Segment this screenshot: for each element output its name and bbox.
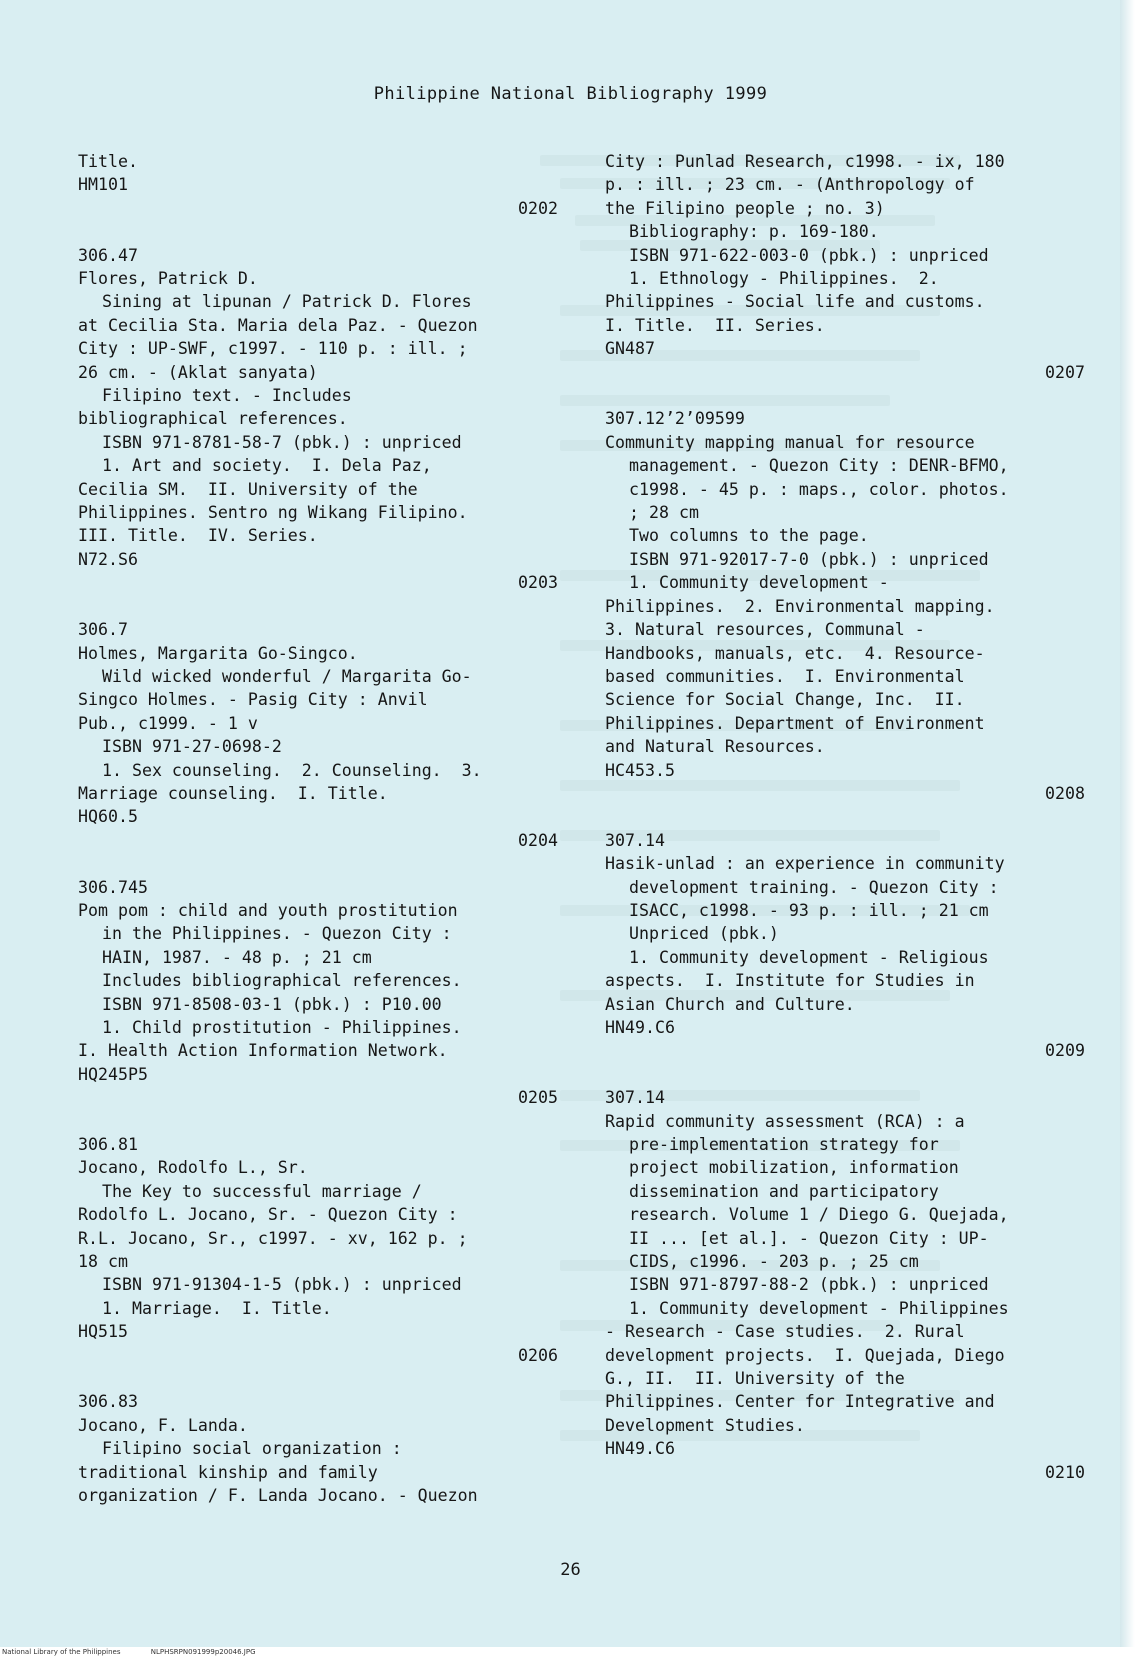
catalog-entry-0207-cont [605,150,1085,384]
library-name: National Library of the Philippines [2,1648,121,1656]
author: Jocano, F. Landa. [78,1415,248,1435]
isbn: ISBN 971-8781-58-7 (pbk.) : unpriced [102,432,462,452]
entry-number: 0210 [1045,1462,1085,1482]
subject-line: Philippines. 2. Environmental mapping. [605,596,995,616]
title-line: Rapid community assessment (RCA) : a [605,1111,965,1131]
title-line: in the Philippines. - Quezon City : [102,924,452,944]
subject-line: 1. Sex counseling. 2. Counseling. 3. [102,760,482,780]
subject-line: Science for Social Change, Inc. II. [605,690,965,710]
subject-line: 1. Community development - [629,573,889,593]
left-column [78,150,558,1507]
running-header: Philippine National Bibliography 1999 [373,84,768,104]
image-filename: NLPHSRPN091999p20046.JPG [150,1648,256,1656]
text-line: Title. [78,152,138,171]
author: Holmes, Margarita Go-Singco. [78,643,358,663]
call-number: HQ515 [78,1322,128,1342]
catalog-entry-0208 [605,407,1085,805]
title-line: City : UP-SWF, c1997. - 110 p. : ill. ; [78,339,468,359]
catalog-entry-0204 [78,618,558,852]
entry-number: 0205 [518,1088,558,1108]
subject-line: 1. Art and society. I. Dela Paz, [102,456,432,476]
title-line: Sining at lipunan / Patrick D. Flores [102,292,472,312]
title-line: traditional kinship and family [78,1462,378,1482]
entry-number: 0207 [1045,362,1085,382]
subject-line: III. Title. IV. Series. [78,526,318,546]
isbn: ISBN 971-92017-7-0 (pbk.) : unpriced [629,549,989,569]
page-edge [1120,0,1141,1658]
subject-line: Marriage counseling. I. Title. [78,783,388,803]
subject-line: I. Title. II. Series. [605,315,825,335]
title-line: at Cecilia Sta. Maria dela Paz. - Quezon [78,315,478,335]
entry-number: 0208 [1045,783,1085,803]
subject-line: Philippines. Center for Integrative and [605,1392,995,1412]
note-line: Includes bibliographical references. [102,971,462,991]
subject-line: Philippines - Social life and customs. [605,292,985,312]
title-line: dissemination and participatory [629,1181,939,1201]
entry-number: 0204 [518,830,558,850]
subject-line: G., II. II. University of the [605,1369,905,1389]
title-line: development training. - Quezon City : [629,877,999,897]
subject-line: aspects. I. Institute for Studies in [605,971,975,991]
entry-number: 0202 [518,198,558,218]
catalog-entry-0203 [78,244,558,595]
catalog-entry-0205 [78,876,558,1110]
subject-line: 1. Marriage. I. Title. [102,1298,332,1318]
class-number: 307.14 [605,1088,665,1108]
isbn: ISBN 971-91304-1-5 (pbk.) : unpriced [102,1275,462,1295]
class-number: 307.14 [605,830,665,850]
right-column [605,150,1085,1484]
entry-number: 0206 [518,1345,558,1365]
call-number: HN49.C6 [605,1018,675,1037]
entry-number: 0209 [1045,1041,1085,1061]
title-line: Singco Holmes. - Pasig City : Anvil [78,690,428,710]
title-line: The Key to successful marriage / [102,1181,422,1201]
call-number: HQ245P5 [78,1064,148,1084]
call-number: HM101 [78,175,128,195]
subject-line: 1. Child prostitution - Philippines. [102,1017,462,1037]
class-number: 306.7 [78,620,128,640]
subject-line: Philippines. Sentro ng Wikang Filipino. [78,503,468,523]
isbn: ISBN 971-27-0698-2 [102,737,282,757]
isbn: ISBN 971-622-003-0 (pbk.) : unpriced [629,245,989,265]
subject-line: 3. Natural resources, Communal - [605,620,925,640]
note-line: Two columns to the page. [629,526,869,546]
title-line: II ... [et al.]. - Quezon City : UP- [629,1228,989,1248]
subject-line: I. Health Action Information Network. [78,1041,448,1061]
title-line: Hasik-unlad : an experience in community [605,854,1005,874]
class-number: 306.745 [78,877,148,897]
subject-line: 1. Community development - Philippines [629,1298,1009,1318]
class-number: 306.47 [78,245,138,265]
scan-footer [0,1647,1141,1658]
title-line: p. : ill. ; 23 cm. - (Anthropology of [605,175,975,195]
subject-line: Handbooks, manuals, etc. 4. Resource- [605,643,985,663]
author: Jocano, Rodolfo L., Sr. [78,1158,308,1178]
class-number: 306.83 [78,1392,138,1412]
subject-line: and Natural Resources. [605,737,825,757]
class-number: 306.81 [78,1135,138,1154]
subject-line: 1. Ethnology - Philippines. 2. [629,269,939,289]
subject-line: Cecilia SM. II. University of the [78,479,418,499]
title-line: c1998. - 45 p. : maps., color. photos. [629,479,1009,499]
title-line: CIDS, c1996. - 203 p. ; 25 cm [629,1252,919,1272]
note-line: Bibliography: p. 169-180. [629,222,879,242]
isbn: ISBN 971-8508-03-1 (pbk.) : P10.00 [102,994,442,1014]
catalog-entry-0209 [605,829,1085,1063]
catalog-entry-0210 [605,1086,1085,1484]
call-number: HQ60.5 [78,807,138,827]
call-number: HC453.5 [605,760,675,780]
title-line: 26 cm. - (Aklat sanyata) [78,362,318,382]
title-line: ; 28 cm [629,503,699,523]
subject-line: Philippines. Department of Environment [605,713,985,733]
call-number: GN487 [605,339,655,359]
title-line: HAIN, 1987. - 48 p. ; 21 cm [102,947,372,967]
title-line: Pub., c1999. - 1 v [78,713,258,733]
note-line: Unpriced (pbk.) [629,924,779,944]
catalog-entry-0206 [78,1133,558,1367]
title-line: Pom pom : child and youth prostitution [78,900,458,920]
title-line: 18 cm [78,1252,128,1272]
subject-line: Asian Church and Culture. [605,994,855,1014]
subject-line: Development Studies. [605,1415,805,1435]
title-line: Wild wicked wonderful / Margarita Go- [102,666,472,686]
title-line: Community mapping manual for resource [605,432,975,452]
title-line: the Filipino people ; no. 3) [605,198,885,218]
subject-line: based communities. I. Environmental [605,666,965,686]
title-line: Filipino social organization : [102,1439,402,1459]
title-line: research. Volume 1 / Diego G. Quejada, [629,1205,1009,1225]
subject-line: 1. Community development - Religious [629,947,989,967]
entry-number: 0203 [518,573,558,593]
title-line: organization / F. Landa Jocano. - Quezon [78,1486,478,1506]
note-line: bibliographical references. [78,409,348,429]
title-line: pre-implementation strategy for [629,1135,939,1155]
page-number: 26 [560,1560,581,1580]
call-number: HN49.C6 [605,1439,675,1459]
title-line: R.L. Jocano, Sr., c1997. - xv, 162 p. ; [78,1228,468,1248]
title-line: City : Punlad Research, c1998. - ix, 180 [605,152,1005,171]
title-line: ISACC, c1998. - 93 p. : ill. ; 21 cm [629,900,989,920]
author: Flores, Patrick D. [78,269,258,289]
title-line: Rodolfo L. Jocano, Sr. - Quezon City : [78,1205,458,1225]
catalog-entry-0207-start [78,1390,558,1507]
class-number: 307.12’2’09599 [605,409,745,429]
note-line: Filipino text. - Includes [102,386,352,406]
subject-line: - Research - Case studies. 2. Rural [605,1322,965,1342]
title-line: management. - Quezon City : DENR-BFMO, [629,456,1009,476]
call-number: N72.S6 [78,549,138,569]
subject-line: development projects. I. Quejada, Diego [605,1345,1005,1365]
title-line: project mobilization, information [629,1158,959,1178]
isbn: ISBN 971-8797-88-2 (pbk.) : unpriced [629,1275,989,1295]
